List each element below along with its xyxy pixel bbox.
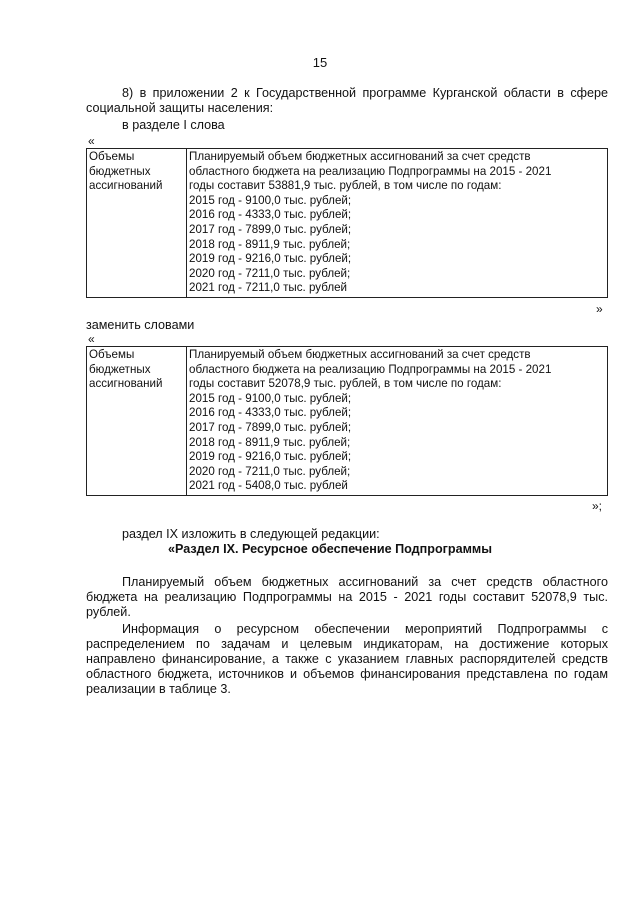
- item-8-text: 8) в приложении 2 к Государственной программе Курганской области в сфере социальной защиты населения:: [86, 86, 608, 115]
- new-table-label-cell: [87, 347, 187, 496]
- old-table-line: 2017 год - 7899,0 тыс. рублей;: [189, 222, 352, 236]
- new-table-line: 2017 год - 7899,0 тыс. рублей;: [189, 420, 352, 434]
- old-table-line: 2018 год - 8911,9 тыс. рублей;: [189, 237, 351, 251]
- section-9-intro: раздел IX изложить в следующей редакции:: [122, 527, 380, 541]
- close-quote-1: »: [596, 302, 603, 316]
- section-9-heading: «Раздел IX. Ресурсное обеспечение Подпрограммы: [168, 542, 492, 556]
- old-table-line: 2021 год - 7211,0 тыс. рублей: [189, 281, 348, 295]
- section-1-words: в разделе I слова: [122, 118, 225, 132]
- new-table-line: 2019 год - 9216,0 тыс. рублей;: [189, 450, 352, 464]
- old-table-line: 2015 год - 9100,0 тыс. рублей;: [189, 193, 352, 207]
- page-number: 15: [312, 55, 328, 70]
- new-table-line: 2016 год - 4333,0 тыс. рублей;: [189, 406, 352, 420]
- old-table-label-line: бюджетных: [89, 164, 151, 178]
- table-row: [87, 347, 608, 496]
- new-table-line: 2021 год - 5408,0 тыс. рублей: [189, 479, 348, 493]
- old-table-line: 2020 год - 7211,0 тыс. рублей;: [189, 266, 351, 280]
- old-table-line: Планируемый объем бюджетных ассигнований за счет средств: [189, 150, 531, 163]
- old-table-label-line: Объемы: [89, 150, 135, 163]
- new-table-label-line: бюджетных: [89, 362, 151, 376]
- new-table-line: годы составит 52078,9 тыс. рублей, в том числе по годам:: [189, 377, 502, 391]
- new-table-label-line: ассигнований: [89, 377, 163, 391]
- open-quote-1: «: [88, 134, 95, 148]
- old-table-label-cell: [87, 149, 187, 298]
- new-budget-table: [86, 346, 608, 496]
- old-table-value-cell: [187, 149, 608, 298]
- new-table-value-cell: [187, 347, 608, 496]
- old-table-line: годы составит 53881,9 тыс. рублей, в том числе по годам:: [189, 179, 502, 193]
- open-quote-2: «: [88, 332, 95, 346]
- old-table-line: областного бюджета на реализацию Подпрограммы на 2015 - 2021: [189, 164, 552, 178]
- new-table-line: Планируемый объем бюджетных ассигнований за счет средств: [189, 348, 531, 361]
- replace-words: заменить словами: [86, 318, 195, 332]
- new-table-line: 2020 год - 7211,0 тыс. рублей;: [189, 464, 351, 478]
- old-table-line: 2016 год - 4333,0 тыс. рублей;: [189, 208, 352, 222]
- resource-paragraph-1: Планируемый объем бюджетных ассигнований за счет средств областного бюджета на реализацию Подпрограммы на 2015 - 2021 годы составит 52078,9 тыс. рублей.: [86, 575, 608, 619]
- new-table-label-line: Объемы: [89, 348, 135, 361]
- new-table-line: 2018 год - 8911,9 тыс. рублей;: [189, 435, 351, 449]
- close-quote-2: »;: [592, 499, 603, 513]
- table-row: [87, 149, 608, 298]
- new-table-line: областного бюджета на реализацию Подпрограммы на 2015 - 2021: [189, 362, 552, 376]
- old-budget-table: [86, 148, 608, 298]
- old-table-line: 2019 год - 9216,0 тыс. рублей;: [189, 252, 352, 266]
- resource-paragraph-2: Информация о ресурсном обеспечении мероприятий Подпрограммы с распределением по задачам и целевым индикаторам, на достижение которых направлено финансирование, а также с указанием главных распорядителей средств областного бюджета, источников и объемов финансирования представлена по годам реализации в таблице 3.: [86, 622, 608, 696]
- new-table-line: 2015 год - 9100,0 тыс. рублей;: [189, 391, 352, 405]
- old-table-label-line: ассигнований: [89, 179, 163, 193]
